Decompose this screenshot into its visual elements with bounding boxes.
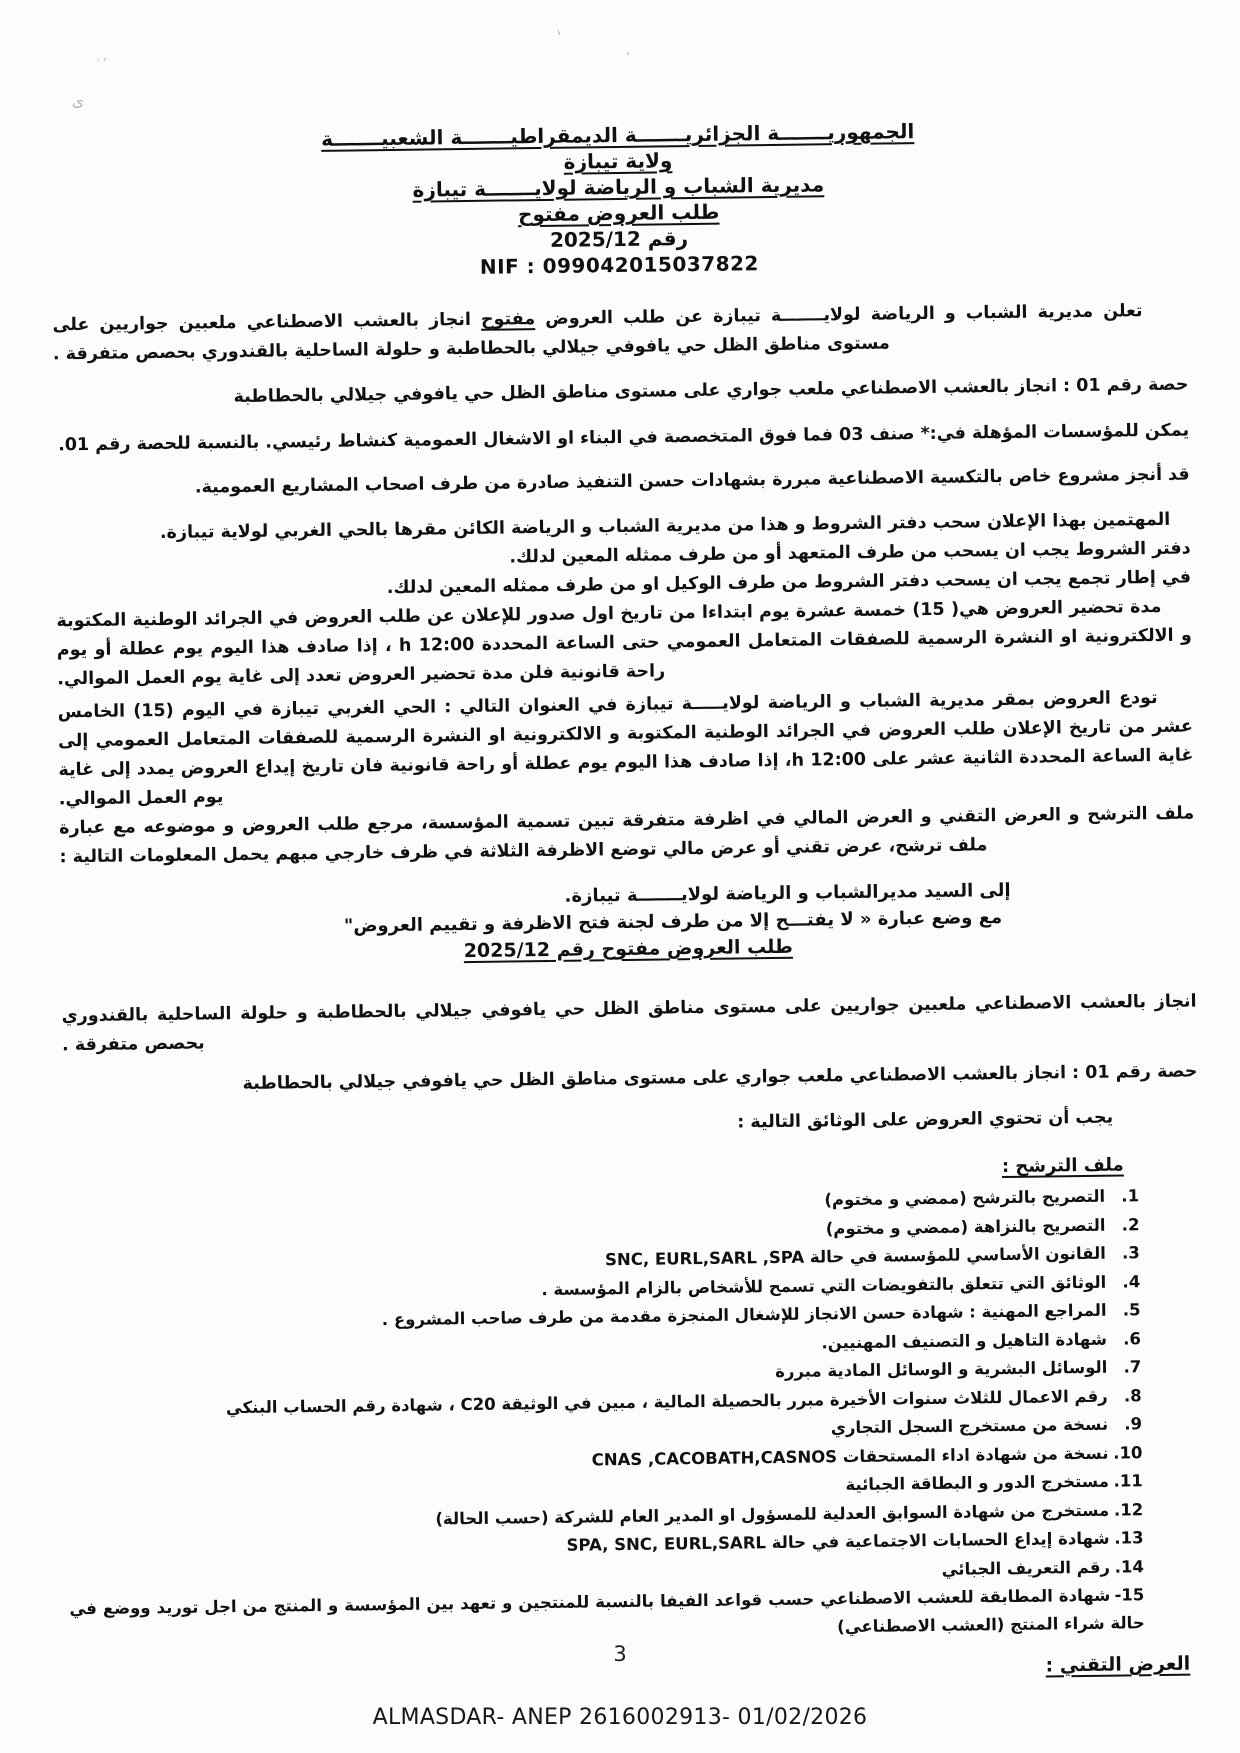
list-item-text: التصريح بالنزاهة (ممضي و مختوم) [825, 1215, 1106, 1238]
paragraph-project-reference: قد أنجز مشروع خاص بالتكسية الاصطناعية مبررة بشهادات حسن التنفيذ صادرة من طرف اصحاب المشاريع العمومية. [194, 464, 1190, 498]
paragraph-envelopes: ملف الترشح و العرض التقني و العرض المالي في اظرفة متفرقة تبين تسمية المؤسسة، مرجع طلب العروض و موضوعه مع عبارة ملف ترشح، عرض تقني أو عرض مالي توضع الاظرفة الثلاثة في ظرف خارجي مبهم يحمل المعلومات التالية : [59, 803, 1195, 868]
paragraph-preparation-duration: مدة تحضير العروض هي( 15) خمسة عشرة يوم ابتداءا من تاريخ اول صدور للإعلان عن طلب العروض في الجرائد الوطنية المكتوبة و الالكترونية او النشرة الرسمية للصفقات المتعامل العمومي حتى الساعة المحددة 12:00 h ، إذا صادف هذا اليوم يوم عطلة أو يوم راحة قانونية فلن مدة تحضير العروض تعدد إلى غاية يوم العمل الموالي. [56, 596, 1192, 690]
nif-number: NIF : 099042015037822 [479, 251, 760, 279]
paragraph-lot-01: حصة رقم 01 : انجاز بالعشب الاصطناعي ملعب جواري على مستوى مناطق الظل حي يافوفي جيلالي بالحطاطبة [233, 374, 1189, 408]
list-item-number: 10. [1113, 1442, 1143, 1463]
list-item-number: 5. [1122, 1300, 1141, 1320]
list-item-text: شهادة المطابقة للعشب الاصطناعي حسب قواعد الفيفا بالنسبة للمنتجين و تعهد بين المؤسسة و المنتج من اجل توريد ووضع في حالة شراء المنتج (العشب الاصطناعي) [69, 1585, 1145, 1637]
paragraph-submission: تودع العروض بمقر مديرية الشباب و الرياضة لولايـــــة تيبازة في العنوان التالي : الحي الغربي تيبازة في اليوم (15) الخامس عشر من تاريخ الإعلان طلب العروض في الجرائد الوطنية المكتوبة و الالكترونية او النشرة الرسمية للصفقات المتعامل العمومي إلى غاية الساعة المحددة الثانية عشر على 12:00 h، إذا صادف هذا اليوم يوم عطلة أو راحة قانونية فان تاريخ إيداع العروض يمدد إلى غاية يوم العمل الموالي. [57, 687, 1194, 810]
list-item-number: 14. [1114, 1556, 1145, 1577]
technical-offer-heading: العرض التقني : [1045, 1652, 1191, 1677]
list-item-number: 2. [1121, 1214, 1140, 1234]
list-item-number: 6. [1123, 1328, 1142, 1348]
announcement-text-before: تعلن مديرية الشباب و الرياضة لولايـــــــة تيبازة عن طلب العروض [535, 301, 1143, 330]
announcement-text-after: انجاز بالعشب الاصطناعي ملعبين جواريين على مستوى مناطق الظل حي يافوفي جيلالي بالحطاطبة و حلولة الساحلية بالقندوري بحصص متفرقة . [52, 309, 890, 365]
list-item-text: مستخرج من شهادة السوابق العدلية للمسؤول او المدير العام للشركة (حسب الحالة) [435, 1500, 1110, 1529]
list-item-number: 8. [1123, 1385, 1142, 1405]
envelope-tender-reference: طلب العروض مفتوح رقم 2025/12 [463, 935, 794, 963]
paragraph-project-title: انجاز بالعشب الاصطناعي ملعبين جواريين على مستوى مناطق الظل حي يافوفي جيلالي بالحطاطبة و حلولة الساحلية بالقندوري بحصص متفرقة . [61, 991, 1197, 1056]
cahier-line-2: دفتر الشروط يجب ان يسحب من طرف المتعهد أو من طرف ممثله المعين لدلك. [509, 538, 1191, 568]
list-item-number: 3. [1121, 1243, 1140, 1263]
list-item-number: 11. [1113, 1471, 1143, 1491]
scan-artifact: ヽ [549, 24, 567, 43]
anep-imprint: ALMASDAR- ANEP 2616002913- 01/02/2026 [372, 1705, 868, 1730]
cahier-line-1: المهتمين بهذا الإعلان سحب دفتر الشروط و هذا من مديرية الشباب و الرياضة الكائن مقرها بالحي الغربي لولاية تيبازة. [159, 509, 1171, 544]
list-item-number: 1. [1121, 1186, 1140, 1206]
list-item-number: 15- [1114, 1585, 1145, 1605]
paragraph-announcement [52, 297, 1188, 370]
scan-artifact: ، [626, 44, 631, 59]
list-item-text: شهادة إيداع الحسابات الاجتماعية في حالة SPA, SNC, EURL,SARL [566, 1528, 1110, 1555]
list-item-text: مستخرج الدور و البطاقة الجبائية [845, 1471, 1109, 1495]
list-item-number: 9. [1124, 1414, 1143, 1434]
envelope-addressee: إلى السيد مديرالشباب و الرياضة لولايـــــــة تيبازة. [564, 879, 1011, 907]
list-item-number: 13. [1114, 1528, 1144, 1548]
list-item-text: التصريح بالترشح (ممضي و مختوم) [824, 1186, 1106, 1210]
list-item-number: 7. [1123, 1357, 1142, 1377]
list-item-text: نسخة من مستخرج السجل التجاري [830, 1414, 1109, 1438]
paragraph-lot-01-repeat: حصة رقم 01 : انجاز بالعشب الاصطناعي ملعب جواري على مستوى مناطق الظل حي يافوفي جيلالي بالحطاطبة [242, 1061, 1198, 1094]
list-item-text: القانون الأساسي للمؤسسة في حالة SNC, EURL,SARL ,SPA [604, 1243, 1106, 1270]
directorate-title: مديرية الشباب و الرياضة لولايـــــــة تيبازة [412, 172, 825, 202]
page-number: 3 [613, 1642, 627, 1666]
list-item-text: رقم الاعمال للثلاث سنوات الأخيرة مبرر بالحصيلة المالية ، مبين في الوثيقة C20 ، شهادة رقم الحساب البنكي [225, 1386, 1108, 1417]
open-word-underlined: مفتوح [480, 309, 536, 330]
list-item-text: نسخة من شهادة اداء المستحقات CNAS ,CACOBATH,CASNOS [591, 1443, 1109, 1469]
tender-number: رقم 2025/12 [549, 226, 689, 252]
list-item-text: الوسائل البشرية و الوسائل المادية مبررة [775, 1357, 1108, 1382]
list-item-text: شهادة التاهيل و التصنيف المهنيين. [821, 1329, 1108, 1352]
paragraph-required-documents-intro: يجب أن تحتوي العروض على الوثائق التالية : [737, 1107, 1114, 1133]
document-content [50, 115, 1205, 1692]
envelope-address-block [60, 875, 1196, 971]
list-item-text: الوثائق التي تتعلق بالتفويضات التي تسمح للأشخاص بالزام المؤسسة . [541, 1272, 1107, 1299]
candidacy-document-list [64, 1181, 1205, 1651]
list-item-number: 12. [1113, 1499, 1144, 1520]
list-item-text: رقم التعريف الجبائي [941, 1557, 1111, 1579]
cahier-line-3: في إطار تجمع يجب ان يسحب دفتر الشروط من طرف الوكيل او من طرف ممثله المعين لدلك. [386, 567, 1192, 599]
paragraph-eligibility: يمكن للمؤسسات المؤهلة في:* صنف 03 فما فوق المتخصصة في البناء او الاشغال العمومية كنشاط رئيسي. بالنسبة للحصة رقم 01. [58, 420, 1190, 456]
wilaya-title: ولاية تيبازة [563, 148, 673, 174]
scan-artifact: ى [72, 92, 84, 110]
paragraph-cahier-des-charges [55, 506, 1191, 608]
list-item-number: 4. [1122, 1271, 1141, 1291]
candidacy-file-heading: ملف الترشح : [1001, 1154, 1124, 1178]
scan-artifact: ˙᾿ [94, 56, 111, 75]
document-header [50, 115, 1187, 286]
tender-type-title: طلب العروض مفتوح [517, 199, 720, 227]
list-item-text: المراجع المهنية : شهادة حسن الانجاز للإشغال المنجزة مقدمة من طرف صاحب المشروع . [381, 1300, 1107, 1330]
envelope-warning: مع وضع عبارة « لا يفتـــح إلا من طرف لجنة فتح الاظرفة و تقييم العروض" [343, 907, 1003, 937]
republic-title: الجمهوريـــــــة الجزائريـــــــة الديمقراطيـــــــة الشعبيـــــــة [320, 119, 915, 151]
